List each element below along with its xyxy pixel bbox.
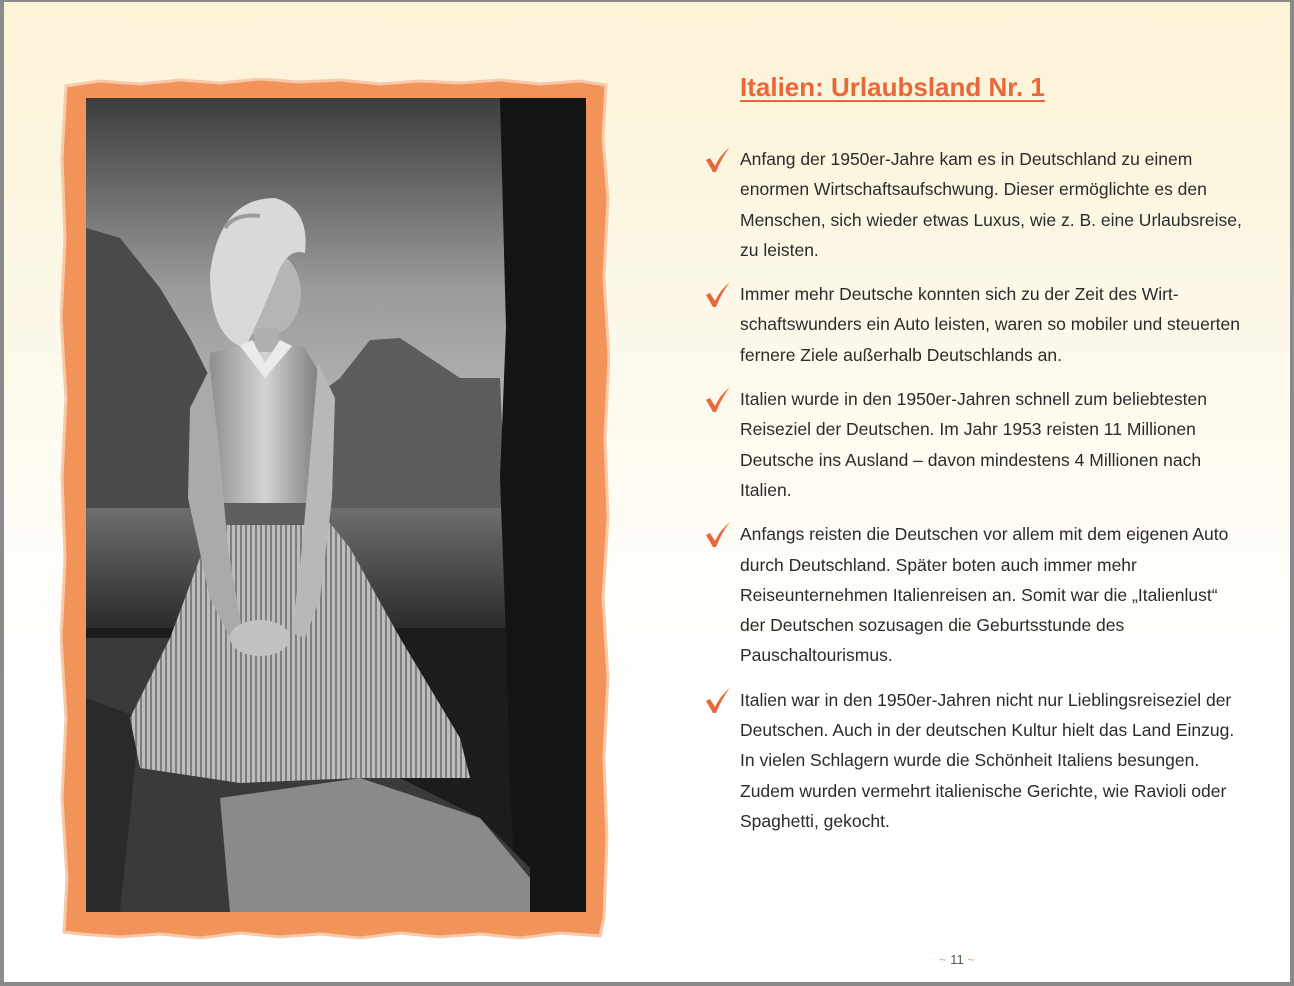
checkmark-icon	[704, 520, 732, 548]
bullet-text: Anfang der 1950er-Jahre kam es in Deutschland zu einem enormen Wirtschaftsaufschwung. Dieser ermöglichte es den Menschen, sich wieder etwas Luxus, wie z. B. eine Urlaubsreise, zu leisten.	[740, 149, 1242, 260]
list-item	[704, 279, 1244, 370]
bullet-text: Italien wurde in den 1950er-Jahren schnell zum beliebtesten Reiseziel der Deutschen. Im Jahr 1953 reisten 11 Millionen Deutsche ins Ausland – davon mindestens 4 Millionen nach Italien.	[740, 389, 1207, 500]
page-title: Italien: Urlaubsland Nr. 1	[740, 72, 1045, 102]
checkmark-icon	[704, 385, 732, 413]
page-number	[939, 952, 975, 967]
checkmark-icon	[704, 145, 732, 173]
bullet-list	[704, 144, 1244, 850]
page-number-value: 11	[950, 952, 964, 967]
book-page	[4, 2, 1290, 982]
checkmark-icon	[704, 280, 732, 308]
vintage-photo	[60, 78, 610, 940]
bullet-text: Anfangs reisten die Deutschen vor allem mit dem eigenen Auto durch Deutschland. Später boten auch immer mehr Reiseunternehmen Italienreisen an. Somit war die „Italienlust“ der Deutschen sozusagen die Geburtsstunde des Pauschaltourismus.	[740, 524, 1229, 666]
list-item	[704, 144, 1244, 265]
photo-frame	[60, 78, 610, 940]
bullet-text: Italien war in den 1950er-Jahren nicht nur Lieblingsreiseziel der Deutschen. Auch in der deutschen Kultur hielt das Land Einzug. In vielen Schlagern wurde die Schönheit Italiens besungen. Zudem wurden vermehrt italienische Gerichte, wie Ravioli oder Spaghetti, gekocht.	[740, 689, 1235, 831]
list-item	[704, 519, 1244, 670]
list-item	[704, 384, 1244, 505]
bullet-text: Immer mehr Deutsche konnten sich zu der Zeit des Wirtschaftswunders ein Auto leisten, waren so mobiler und steuerten fernere Ziele außerhalb Deutschlands an.	[740, 284, 1241, 365]
checkmark-icon	[704, 686, 732, 714]
page-number-ornament-left: ~	[939, 952, 947, 967]
list-item	[704, 685, 1244, 836]
page-number-ornament-right: ~	[967, 952, 975, 967]
